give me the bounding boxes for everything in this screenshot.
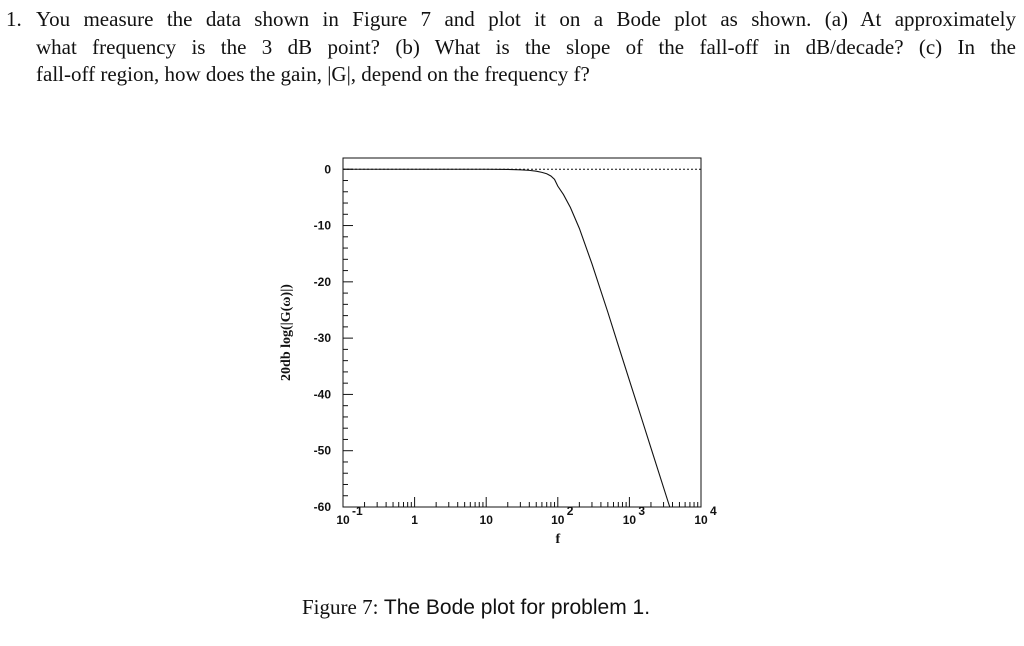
y-tick-label: 0 bbox=[324, 162, 331, 177]
y-axis-label: 20db log(|G(ω)|) bbox=[279, 284, 294, 381]
x-tick-exponent: 3 bbox=[638, 504, 646, 518]
problem-line-1: You measure the data shown in Figure 7 and plot it on a Bode plot as shown. (a) At approximately bbox=[36, 7, 1016, 31]
gain-curve bbox=[343, 169, 670, 507]
x-tick-label: 1 bbox=[411, 513, 418, 527]
problem-line-2: what frequency is the 3 dB point? (b) What is the slope of the fall-off in dB/decade? (c) In the bbox=[36, 34, 1016, 59]
y-tick-label: -20 bbox=[313, 274, 331, 289]
x-tick-exponent: 4 bbox=[710, 504, 717, 518]
bode-plot-figure bbox=[270, 150, 730, 550]
problem-body bbox=[36, 6, 1016, 89]
caption-text: The Bode plot for problem 1. bbox=[383, 596, 651, 619]
y-tick-label: -30 bbox=[313, 331, 331, 346]
y-tick-label: -50 bbox=[313, 443, 331, 458]
y-tick-label: -40 bbox=[313, 387, 331, 402]
x-tick-label: 10 bbox=[336, 513, 350, 527]
problem-number: 1. bbox=[6, 7, 22, 31]
problem-text bbox=[6, 6, 1016, 89]
y-axis-ticks bbox=[343, 169, 353, 507]
y-tick-label: -60 bbox=[313, 500, 331, 514]
x-tick-exponent: -1 bbox=[352, 504, 363, 518]
y-axis-tick-labels bbox=[314, 162, 332, 514]
bode-plot-svg bbox=[270, 150, 730, 550]
x-tick-exponent: 2 bbox=[566, 504, 574, 518]
x-axis-label: f bbox=[555, 532, 561, 547]
figure-caption bbox=[302, 595, 650, 620]
plot-frame bbox=[343, 158, 701, 507]
x-tick-label: 10 bbox=[479, 513, 493, 527]
x-tick-label: 10 bbox=[622, 513, 637, 527]
y-tick-label: -10 bbox=[313, 218, 331, 233]
x-tick-label: 10 bbox=[551, 513, 565, 527]
problem-line-3: fall-off region, how does the gain, |G|, depend on the frequency f? bbox=[36, 62, 590, 86]
caption-label: Figure 7: bbox=[302, 595, 379, 619]
x-tick-label: 10 bbox=[694, 513, 708, 527]
